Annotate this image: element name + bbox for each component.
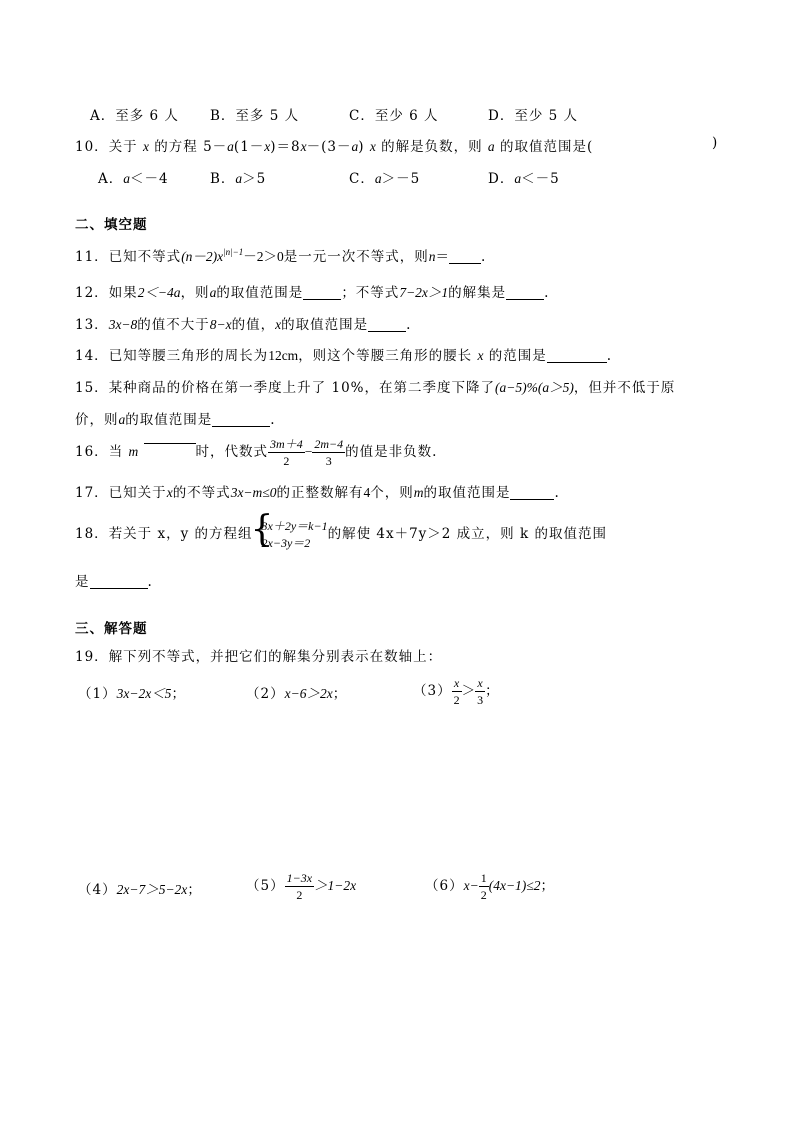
q16-fraction-1: $\frac{3m+4}{2}$ <box>270 437 303 468</box>
question-14: 14．已知等腰三角形的周长为12cm，则这个等腰三角形的腰长 x 的范围是 . <box>75 348 613 364</box>
question-15-line-2: 价，则a的取值范围是 . <box>75 412 276 428</box>
q18-equation-system: { 3x＋2y＝k−1 2x−3y＝2 <box>250 508 328 550</box>
q9-option-a: A．至多 6 人 <box>90 108 179 124</box>
question-19: 19．解下列不等式，并把它们的解集分别表示在数轴上： <box>75 649 443 665</box>
q12-answer-blank-2[interactable] <box>506 285 544 300</box>
q19-item-3: （3） $\frac{x}{2}$ ＞ $\frac{x}{3}$ ； <box>413 676 500 707</box>
section-fill-in-title: 二、填空题 <box>75 217 148 233</box>
q19-item-5: （5） $\frac{1-3x}{2}$ ＞1−2x <box>246 871 357 902</box>
q9-option-d: D．至少 5 人 <box>488 108 578 124</box>
question-13: 13．3x−8的值不大于8−x的值，x的取值范围是 . <box>75 317 412 333</box>
q13-answer-blank[interactable] <box>368 317 406 332</box>
question-11: 11．已知不等式$(n-2)x^{|n|-1}-2>0$是一元一次不等式，则n＝ . <box>75 247 487 265</box>
question-15-line-1: 15．某种商品的价格在第一季度上升了 10%，在第二季度下降了(a−5)%(a＞5)，但并不低于原 <box>75 380 676 396</box>
q9-option-b: B．至多 5 人 <box>210 108 300 124</box>
question-12: 12．如果2＜−4a，则a的取值范围是 ；不等式7−2x＞1的解集是 . <box>75 285 550 301</box>
q19-item-3-fraction-right: $\frac{x}{3}$ <box>477 676 484 707</box>
q18-answer-blank[interactable] <box>90 574 148 589</box>
section-answer-title: 三、解答题 <box>75 621 148 637</box>
q16-answer-blank[interactable] <box>144 429 196 444</box>
q19-item-3-fraction-left: $\frac{x}{2}$ <box>453 676 460 707</box>
question-17: 17．已知关于x的不等式3x−m≤0的正整数解有4个，则m的取值范围是 . <box>75 485 560 501</box>
q14-answer-blank[interactable] <box>547 348 607 363</box>
question-18-line-2: 是 . <box>75 574 153 590</box>
q19-item-6: （6）x− $\frac{1}{2}$ (4x−1)≤2； <box>425 871 555 902</box>
q10-option-c: C．a＞－5 <box>349 171 421 187</box>
q12-answer-blank-1[interactable] <box>303 285 341 300</box>
question-18-line-1: 18．若关于 x，y 的方程组 { 3x＋2y＝k−1 2x−3y＝2 的解使 4x＋7y＞2 成立，则 k 的取值范围 <box>75 508 607 550</box>
q9-option-c: C．至少 6 人 <box>349 108 439 124</box>
q11-answer-blank[interactable] <box>449 249 481 264</box>
q10-option-d: D．a＜－5 <box>488 171 560 187</box>
q16-fraction-2: $\frac{2m-4}{3}$ <box>314 437 344 468</box>
question-10: 10．关于 x 的方程 5－a(1－x)＝8x－(3－a) x 的解是负数，则 a 的取值范围是( <box>75 139 594 155</box>
q10-close-paren: ) <box>712 135 719 151</box>
question-16: 16．当 m 时，代数式 $\frac{3m+4}{2}$ − $\frac{2m-4}{3}$ 的值是非负数. <box>75 429 437 469</box>
q19-item-2: （2）x−6＞2x； <box>246 686 348 702</box>
q19-item-4: （4）2x−7＞5−2x； <box>78 882 202 898</box>
q15-answer-blank[interactable] <box>212 412 270 427</box>
q19-item-5-fraction: $\frac{1-3x}{2}$ <box>286 871 313 902</box>
q10-option-b: B．a＞5 <box>210 171 267 187</box>
q17-answer-blank[interactable] <box>510 485 554 500</box>
q19-item-1: （1）3x−2x＜5； <box>78 686 186 702</box>
q19-item-6-fraction: $\frac{1}{2}$ <box>480 871 487 902</box>
q10-option-a: A．a＜－4 <box>98 171 169 187</box>
